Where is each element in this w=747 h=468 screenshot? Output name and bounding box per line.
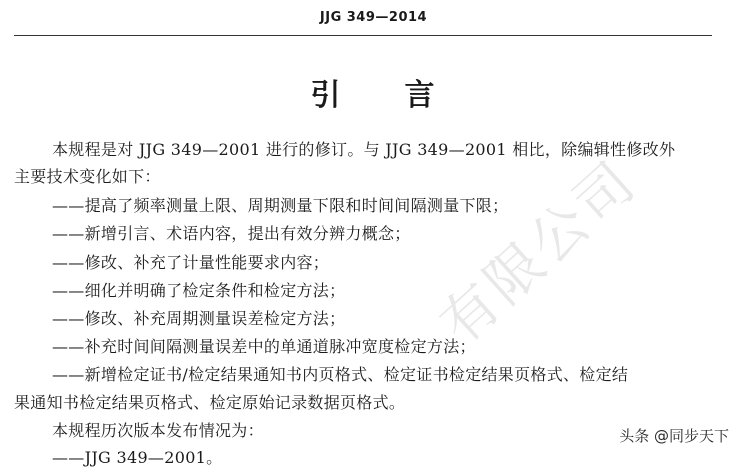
list-item-2: ——新增引言、术语内容，提出有效分辨力概念；: [52, 224, 411, 243]
list-item-7: ——新增检定证书/检定结果通知书内页格式、检定证书检定结果页格式、检定结: [52, 365, 629, 384]
watermark-text: 有限公司: [428, 148, 650, 358]
history-item-1: ——JJG 349—2001。: [52, 448, 223, 467]
list-item-4: ——细化并明确了检定条件和检定方法；: [52, 281, 346, 300]
paragraph-line-2: 主要技术变化如下：: [14, 167, 161, 186]
header-rule: [14, 35, 712, 36]
document-code-header: JJG 349—2014: [319, 10, 428, 25]
list-item-5: ——修改、补充周期测量误差检定方法；: [52, 309, 346, 328]
list-item-6: ——补充时间间隔测量误差中的单通道脉冲宽度检定方法；: [52, 337, 476, 356]
title-char-1: 引: [310, 78, 343, 113]
brand-watermark: 头条 @同步天下: [615, 423, 733, 448]
list-item-7-continued: 果通知书检定结果页格式、检定原始记录数据页格式。: [14, 393, 406, 412]
history-intro: 本规程历次版本发布情况为：: [52, 421, 264, 440]
list-item-1: ——提高了频率测量上限、周期测量下限和时间间隔测量下限；: [52, 196, 509, 215]
title-char-2: 言: [404, 78, 437, 113]
paragraph-line-1: 本规程是对 JJG 349—2001 进行的修订。与 JJG 349—2001 相比，除编辑性修改外: [52, 140, 676, 159]
list-item-3: ——修改、补充了计量性能要求内容；: [52, 253, 330, 272]
section-title: [0, 70, 747, 114]
